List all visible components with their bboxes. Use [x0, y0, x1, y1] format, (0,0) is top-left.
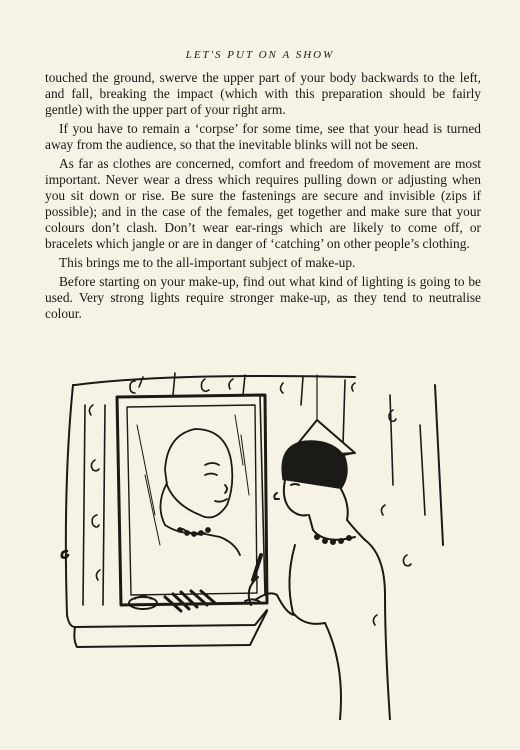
illustration-drawing — [55, 365, 475, 720]
running-head: LET'S PUT ON A SHOW — [185, 49, 335, 61]
wallpaper-motifs — [62, 377, 411, 625]
paragraph-1: touched the ground, swerve the upper part of your body backwards to the left, and fall, breaking the impact (which with this preparation should be fairly gentle) with the upper part of your right arm. — [45, 70, 481, 117]
paragraph-5: Before starting on your make-up, find out what kind of lighting is going to be used. Very strong lights require stronger make-up, as they tend to neutralise colour. — [45, 274, 481, 321]
mirror-reflection — [160, 429, 240, 555]
body-text — [45, 70, 481, 325]
paragraph-4: This brings me to the all-important subject of make-up. — [59, 255, 356, 270]
makeup-mirror-illustration — [55, 365, 475, 720]
mirror — [117, 395, 267, 605]
paragraph-2: If you have to remain a ‘corpse’ for some time, see that your head is turned away from the audience, so that the inevitable blinks will not be seen. — [45, 121, 481, 152]
woman-figure — [255, 441, 390, 720]
wallpaper-stripes — [83, 373, 425, 605]
paragraph-3: As far as clothes are concerned, comfort and freedom of movement are most important. Never wear a dress which requires pulling down or adjusting when you sit down or rise. Be sure the fastenings are secure and invisible (zips if possible); and in the case of the females, get together and make sure that your colours don’t clash. Don’t wear ear-rings which are likely to come off, or bracelets which jangle or are in danger of ‘catching’ on other people’s clothing. — [45, 156, 481, 251]
